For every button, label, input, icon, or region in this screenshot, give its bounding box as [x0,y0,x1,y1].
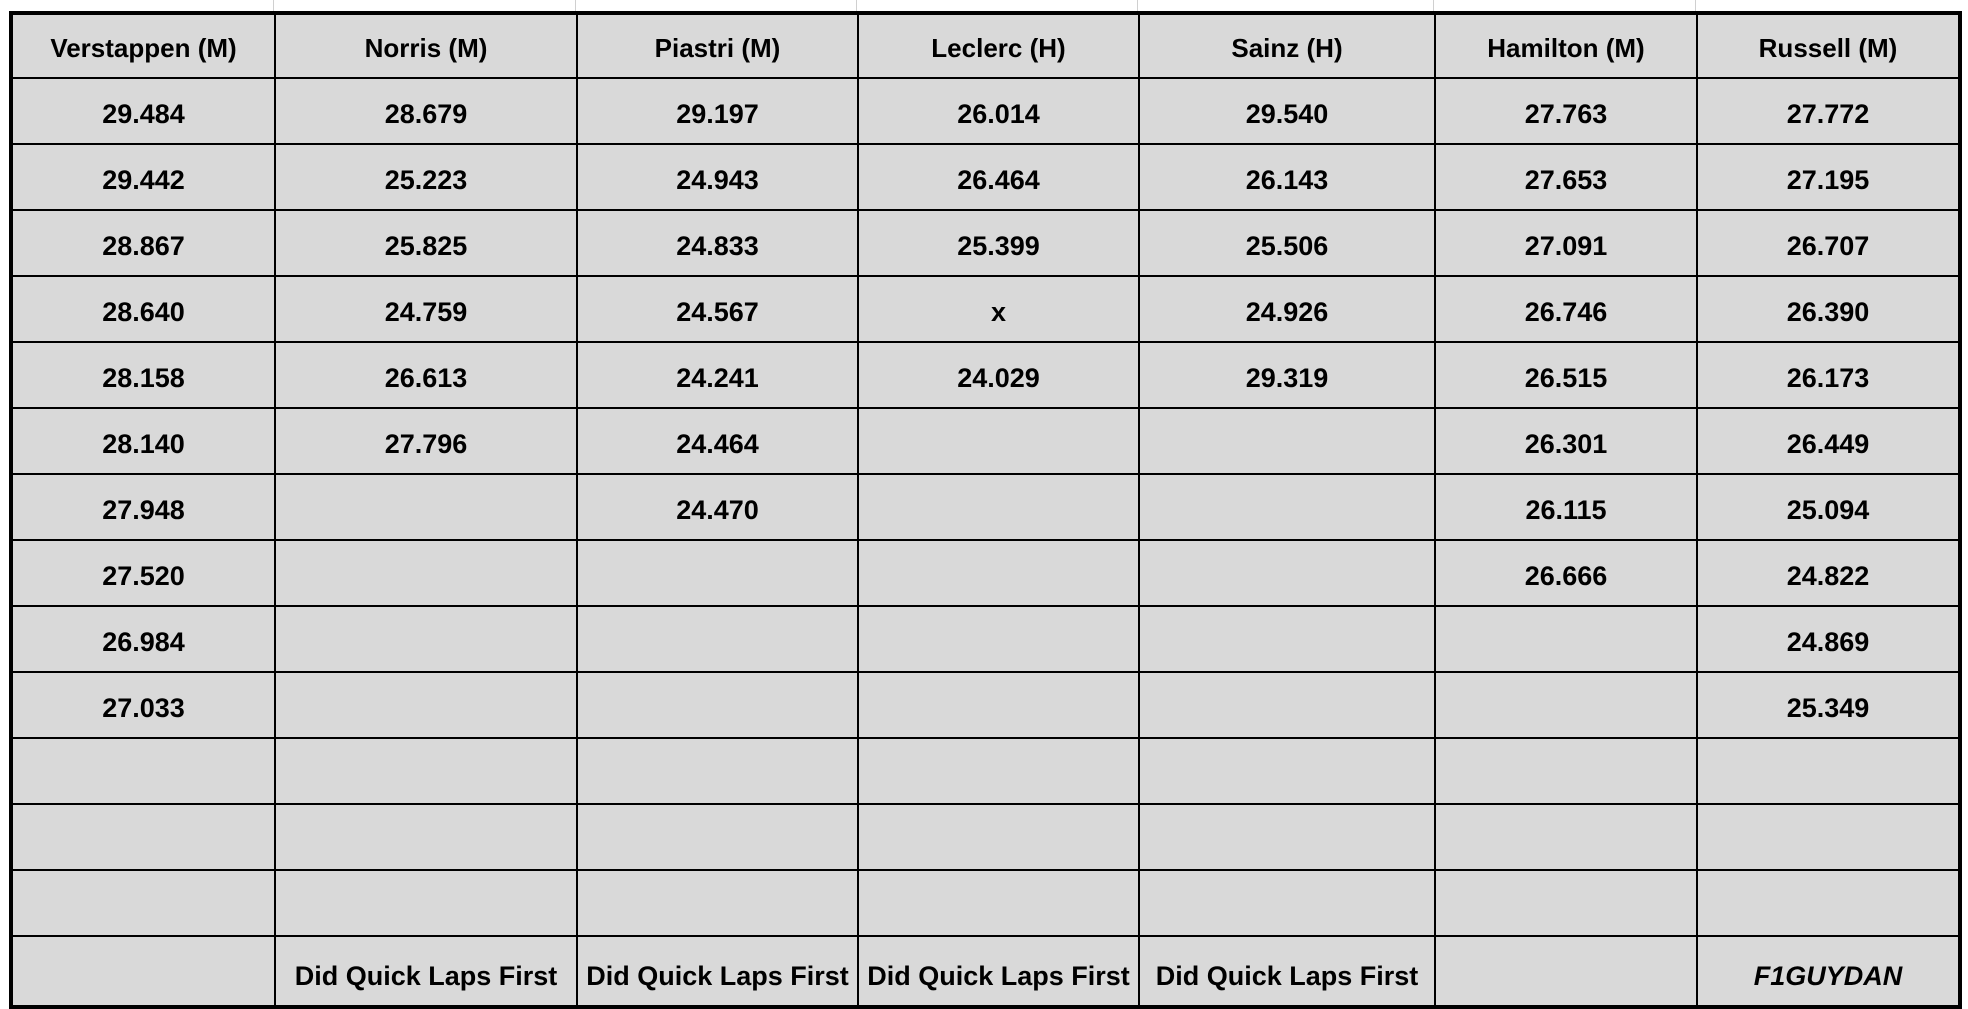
lap-time-cell-piastri[interactable] [577,804,858,870]
column-header-sainz[interactable]: Sainz (H) [1139,13,1435,78]
lap-time-cell-hamilton[interactable] [1435,606,1697,672]
column-header-norris[interactable]: Norris (M) [275,13,577,78]
table-row [11,408,1960,474]
lap-time-cell-norris[interactable]: 25.223 [275,144,577,210]
lap-time-cell-norris[interactable]: 25.825 [275,210,577,276]
lap-time-cell-hamilton[interactable]: 26.746 [1435,276,1697,342]
lap-time-cell-norris[interactable] [275,738,577,804]
table-row [11,276,1960,342]
table-row [11,606,1960,672]
lap-time-cell-verstappen[interactable]: 28.640 [11,276,275,342]
lap-time-cell-sainz[interactable] [1139,870,1435,936]
table-row [11,672,1960,738]
lap-time-cell-piastri[interactable]: 24.833 [577,210,858,276]
lap-time-cell-norris[interactable] [275,606,577,672]
lap-time-cell-leclerc[interactable] [858,540,1139,606]
lap-time-cell-leclerc[interactable]: 26.014 [858,78,1139,144]
lap-time-cell-russell[interactable]: 26.390 [1697,276,1960,342]
lap-time-cell-leclerc[interactable]: x [858,276,1139,342]
lap-time-cell-piastri[interactable]: 24.567 [577,276,858,342]
footer-row [11,936,1960,1007]
lap-time-cell-verstappen[interactable]: 28.158 [11,342,275,408]
lap-time-cell-sainz[interactable]: 25.506 [1139,210,1435,276]
lap-time-cell-sainz[interactable]: 29.319 [1139,342,1435,408]
lap-time-cell-norris[interactable]: 27.796 [275,408,577,474]
lap-time-cell-leclerc[interactable]: 25.399 [858,210,1139,276]
lap-time-cell-piastri[interactable] [577,606,858,672]
lap-time-cell-leclerc[interactable] [858,804,1139,870]
lap-time-cell-piastri[interactable]: 24.241 [577,342,858,408]
lap-time-cell-hamilton[interactable]: 27.763 [1435,78,1697,144]
lap-time-cell-verstappen[interactable]: 29.442 [11,144,275,210]
lap-time-cell-hamilton[interactable] [1435,672,1697,738]
lap-time-cell-russell[interactable] [1697,804,1960,870]
lap-time-cell-russell[interactable] [1697,738,1960,804]
lap-time-cell-hamilton[interactable] [1435,870,1697,936]
lap-time-cell-leclerc[interactable]: 26.464 [858,144,1139,210]
lap-time-cell-hamilton[interactable]: 26.115 [1435,474,1697,540]
lap-time-cell-sainz[interactable]: 26.143 [1139,144,1435,210]
lap-time-cell-norris[interactable] [275,474,577,540]
lap-time-cell-sainz[interactable] [1139,474,1435,540]
lap-time-cell-leclerc[interactable] [858,672,1139,738]
column-header-russell[interactable]: Russell (M) [1697,13,1960,78]
lap-time-cell-norris[interactable] [275,540,577,606]
lap-time-cell-verstappen[interactable] [11,870,275,936]
lap-time-cell-norris[interactable]: 28.679 [275,78,577,144]
footer-cell-verstappen[interactable] [11,936,275,1007]
table-row [11,474,1960,540]
lap-time-cell-russell[interactable]: 26.707 [1697,210,1960,276]
lap-time-cell-verstappen[interactable]: 28.867 [11,210,275,276]
footer-note-leclerc[interactable]: Did Quick Laps First [858,936,1139,1007]
lap-time-cell-piastri[interactable] [577,870,858,936]
lap-time-cell-sainz[interactable] [1139,606,1435,672]
column-header-verstappen[interactable]: Verstappen (M) [11,13,275,78]
lap-time-cell-verstappen[interactable]: 27.520 [11,540,275,606]
column-header-hamilton[interactable]: Hamilton (M) [1435,13,1697,78]
footer-note-norris[interactable]: Did Quick Laps First [275,936,577,1007]
lap-time-cell-verstappen[interactable]: 29.484 [11,78,275,144]
lap-time-cell-norris[interactable]: 24.759 [275,276,577,342]
lap-time-cell-russell[interactable]: 25.094 [1697,474,1960,540]
lap-time-cell-russell[interactable] [1697,870,1960,936]
lap-time-cell-russell[interactable]: 27.195 [1697,144,1960,210]
lap-time-cell-verstappen[interactable]: 26.984 [11,606,275,672]
lap-time-cell-piastri[interactable]: 24.470 [577,474,858,540]
lap-times-table [9,11,1962,1009]
lap-time-cell-piastri[interactable] [577,540,858,606]
lap-time-cell-norris[interactable] [275,672,577,738]
table-row [11,144,1960,210]
lap-time-cell-sainz[interactable] [1139,540,1435,606]
lap-time-cell-sainz[interactable] [1139,804,1435,870]
table-row [11,342,1960,408]
lap-time-cell-russell[interactable]: 24.869 [1697,606,1960,672]
lap-time-cell-sainz[interactable] [1139,672,1435,738]
lap-time-cell-norris[interactable] [275,870,577,936]
lap-time-cell-verstappen[interactable]: 27.948 [11,474,275,540]
table-row [11,870,1960,936]
table-row [11,210,1960,276]
lap-time-cell-piastri[interactable] [577,738,858,804]
lap-time-cell-norris[interactable]: 26.613 [275,342,577,408]
lap-time-cell-leclerc[interactable] [858,606,1139,672]
lap-time-cell-leclerc[interactable] [858,738,1139,804]
lap-time-cell-russell[interactable]: 26.449 [1697,408,1960,474]
table-row [11,540,1960,606]
lap-time-cell-sainz[interactable]: 24.926 [1139,276,1435,342]
lap-time-cell-hamilton[interactable]: 26.515 [1435,342,1697,408]
lap-time-cell-piastri[interactable] [577,672,858,738]
lap-time-cell-russell[interactable]: 26.173 [1697,342,1960,408]
lap-time-cell-norris[interactable] [275,804,577,870]
table-row [11,738,1960,804]
footer-cell-hamilton[interactable] [1435,936,1697,1007]
lap-time-cell-verstappen[interactable] [11,804,275,870]
lap-time-cell-verstappen[interactable]: 28.140 [11,408,275,474]
lap-time-cell-sainz[interactable]: 29.540 [1139,78,1435,144]
lap-time-cell-sainz[interactable] [1139,738,1435,804]
column-header-leclerc[interactable]: Leclerc (H) [858,13,1139,78]
lap-time-cell-hamilton[interactable]: 27.653 [1435,144,1697,210]
lap-time-cell-verstappen[interactable] [11,738,275,804]
lap-time-cell-sainz[interactable] [1139,408,1435,474]
column-header-piastri[interactable]: Piastri (M) [577,13,858,78]
author-credit[interactable]: F1GUYDAN [1697,936,1960,1007]
lap-time-cell-russell[interactable]: 24.822 [1697,540,1960,606]
lap-time-cell-leclerc[interactable]: 24.029 [858,342,1139,408]
lap-time-cell-hamilton[interactable] [1435,738,1697,804]
lap-time-cell-verstappen[interactable]: 27.033 [11,672,275,738]
lap-time-cell-piastri[interactable]: 29.197 [577,78,858,144]
lap-time-cell-russell[interactable]: 27.772 [1697,78,1960,144]
lap-time-cell-leclerc[interactable] [858,870,1139,936]
lap-time-cell-piastri[interactable]: 24.464 [577,408,858,474]
lap-time-cell-hamilton[interactable] [1435,804,1697,870]
lap-time-cell-hamilton[interactable]: 26.666 [1435,540,1697,606]
lap-time-cell-hamilton[interactable]: 27.091 [1435,210,1697,276]
header-row [11,13,1960,78]
footer-note-piastri[interactable]: Did Quick Laps First [577,936,858,1007]
lap-time-cell-leclerc[interactable] [858,474,1139,540]
footer-note-sainz[interactable]: Did Quick Laps First [1139,936,1435,1007]
lap-time-cell-russell[interactable]: 25.349 [1697,672,1960,738]
lap-time-cell-hamilton[interactable]: 26.301 [1435,408,1697,474]
table-row [11,804,1960,870]
table-row [11,78,1960,144]
lap-time-cell-leclerc[interactable] [858,408,1139,474]
lap-time-cell-piastri[interactable]: 24.943 [577,144,858,210]
